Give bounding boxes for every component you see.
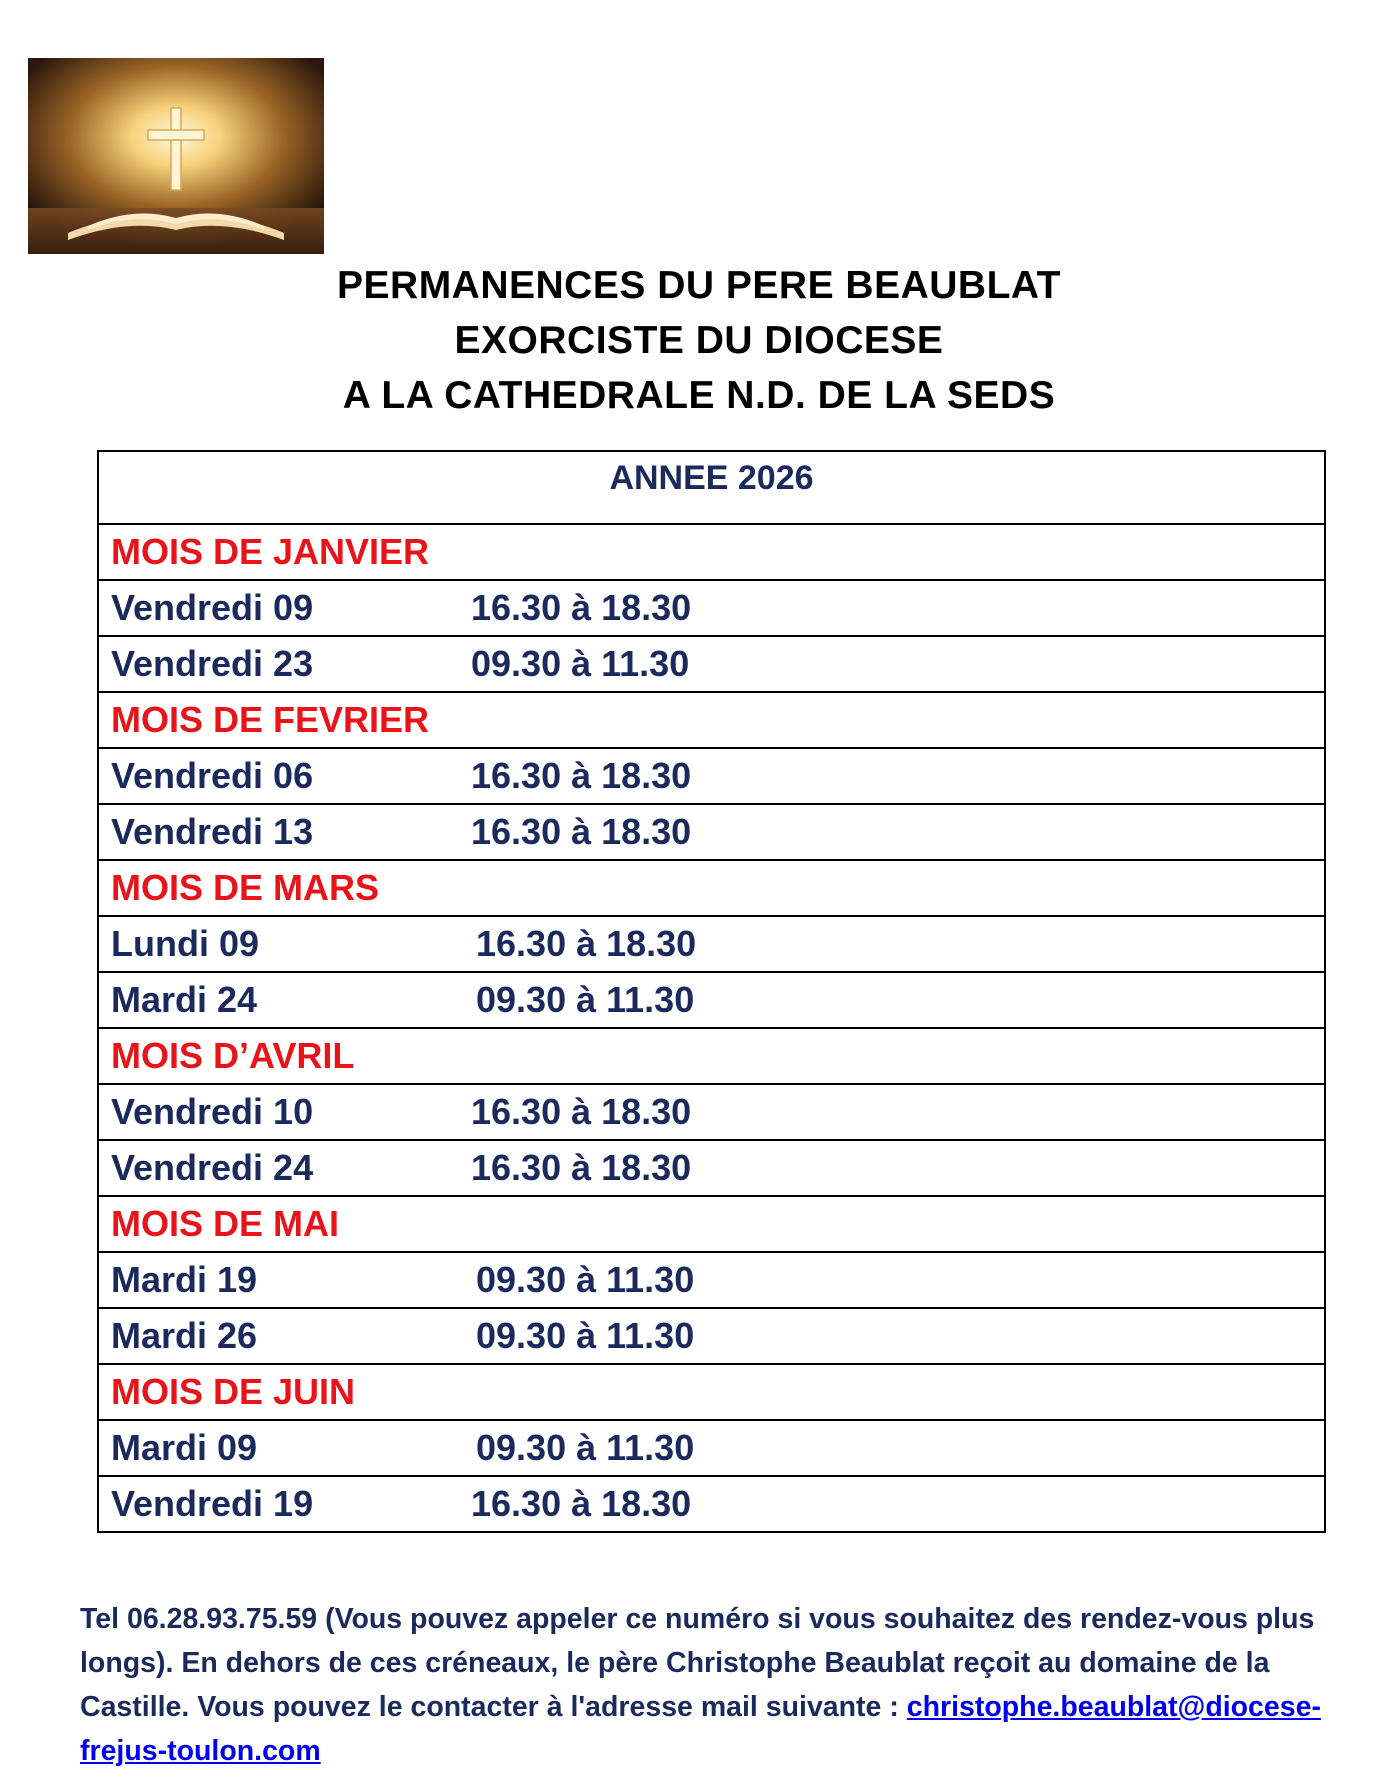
table-row xyxy=(99,1139,1324,1195)
table-row xyxy=(99,971,1324,1027)
day-cell: Mardi 26 xyxy=(111,1315,258,1356)
time-cell: 16.30 à 18.30 xyxy=(471,1147,692,1188)
time-cell: 09.30 à 11.30 xyxy=(471,643,690,684)
table-row xyxy=(99,1251,1324,1307)
day-cell: Mardi 19 xyxy=(111,1259,258,1300)
table-row xyxy=(99,1419,1324,1475)
day-cell: Mardi 09 xyxy=(111,1427,258,1468)
day-cell: Lundi 09 xyxy=(111,923,260,964)
day-cell: Mardi 24 xyxy=(111,979,258,1020)
day-cell: Vendredi 23 xyxy=(111,643,314,684)
table-row xyxy=(99,1083,1324,1139)
title-line-3: A LA CATHEDRALE N.D. DE LA SEDS xyxy=(342,374,1056,417)
day-cell: Vendredi 24 xyxy=(111,1147,314,1188)
page-title xyxy=(0,258,1398,423)
time-cell: 16.30 à 18.30 xyxy=(476,923,697,964)
day-cell: Vendredi 06 xyxy=(111,755,314,796)
header-image xyxy=(28,58,324,254)
table-row xyxy=(99,803,1324,859)
time-cell: 09.30 à 11.30 xyxy=(476,1427,695,1468)
time-cell: 09.30 à 11.30 xyxy=(476,979,695,1020)
time-cell: 16.30 à 18.30 xyxy=(471,755,692,796)
month-header: MOIS DE JUIN xyxy=(99,1363,1324,1419)
schedule-table xyxy=(97,450,1326,1533)
month-header: MOIS DE JANVIER xyxy=(99,523,1324,579)
table-row xyxy=(99,635,1324,691)
table-row xyxy=(99,579,1324,635)
day-cell: Vendredi 10 xyxy=(111,1091,314,1132)
day-cell: Vendredi 19 xyxy=(111,1483,314,1524)
email-link[interactable]: christophe.beaublat@diocese-frejus-toulon.com xyxy=(80,1691,1321,1767)
time-cell: 16.30 à 18.30 xyxy=(471,587,692,628)
table-row xyxy=(99,1307,1324,1363)
table-row xyxy=(99,747,1324,803)
time-cell: 16.30 à 18.30 xyxy=(471,1483,692,1524)
title-line-1: PERMANENCES DU PERE BEAUBLAT xyxy=(337,264,1061,307)
table-row xyxy=(99,915,1324,971)
time-cell: 16.30 à 18.30 xyxy=(471,1091,692,1132)
year-header: ANNEE 2026 xyxy=(609,459,814,497)
day-cell: Vendredi 13 xyxy=(111,811,314,852)
cross-over-open-bible-icon xyxy=(28,58,324,254)
month-header: MOIS DE MARS xyxy=(99,859,1324,915)
title-line-2: EXORCISTE DU DIOCESE xyxy=(454,319,944,362)
time-cell: 09.30 à 11.30 xyxy=(476,1259,695,1300)
month-header: MOIS DE MAI xyxy=(99,1195,1324,1251)
month-header: MOIS D’AVRIL xyxy=(99,1027,1324,1083)
contact-text: Tel 06.28.93.75.59 (Vous pouvez appeler ce numéro si vous souhaitez des rendez-vous plus longs). En dehors de ces créneaux, le père Christophe Beaublat reçoit au domaine de la Castille. Vous pouvez le contacter à l'adresse mail suivante : xyxy=(80,1603,1315,1723)
month-header: MOIS DE FEVRIER xyxy=(99,691,1324,747)
day-cell: Vendredi 09 xyxy=(111,587,314,628)
contact-paragraph xyxy=(80,1597,1330,1773)
time-cell: 09.30 à 11.30 xyxy=(476,1315,695,1356)
table-row xyxy=(99,1475,1324,1531)
time-cell: 16.30 à 18.30 xyxy=(471,811,692,852)
